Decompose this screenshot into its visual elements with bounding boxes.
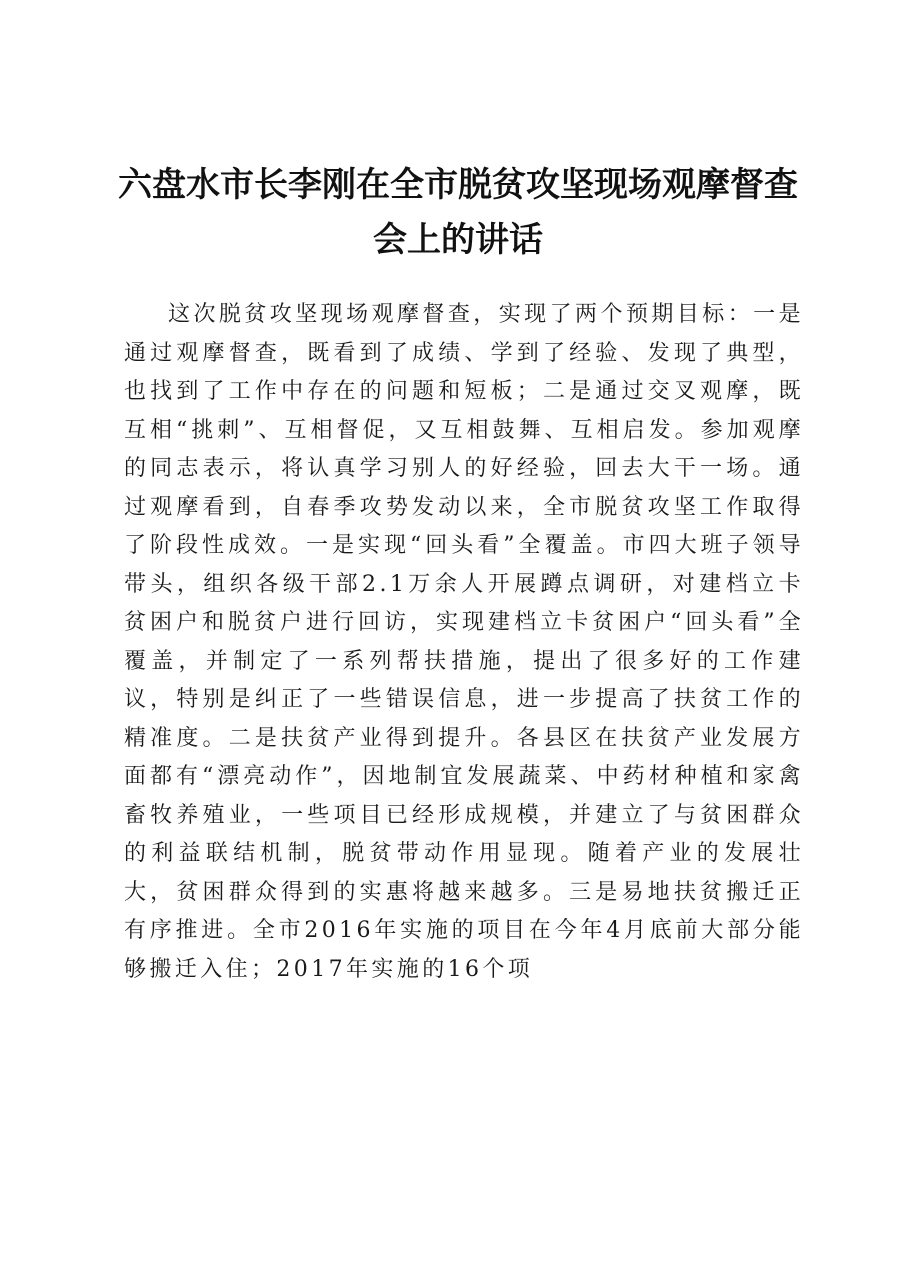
document-title: 六盘水市长李刚在全市脱贫攻坚现场观摩督查会上的讲话: [118, 165, 798, 260]
body-paragraph: 这次脱贫攻坚现场观摩督查，实现了两个预期目标：一是通过观摩督查，既看到了成绩、学到了经验、发现了典型，也找到了工作中存在的问题和短板；二是通过交叉观摩，既互相“挑刺”、互相督促，又互相鼓舞、互相启发。参加观摩的同志表示，将认真学习别人的好经验，回去大干一场。通过观摩看到，自春季攻势发动以来，全市脱贫攻坚工作取得了阶段性成效。一是实现“回头看”全覆盖。市四大班子领导带头，组织各级干部2.1万余人开展蹲点调研，对建档立卡贫困户和脱贫户进行回访，实现建档立卡贫困户“回头看”全覆盖，并制定了一系列帮扶措施，提出了很多好的工作建议，特别是纠正了一些错误信息，进一步提高了扶贫工作的精准度。二是扶贫产业得到提升。各县区在扶贫产业发展方面都有“漂亮动作”，因地制宜发展蔬菜、中药材种植和家禽畜牧养殖业，一些项目已经形成规模，并建立了与贫困群众的利益联结机制，脱贫带动作用显现。随着产业的发展壮大，贫困群众得到的实惠将越来越多。三是易地扶贫搬迁正有序推进。全市2016年实施的项目在今年4月底前大部分能够搬迁入住；2017年实施的16个项: [124, 302, 804, 982]
